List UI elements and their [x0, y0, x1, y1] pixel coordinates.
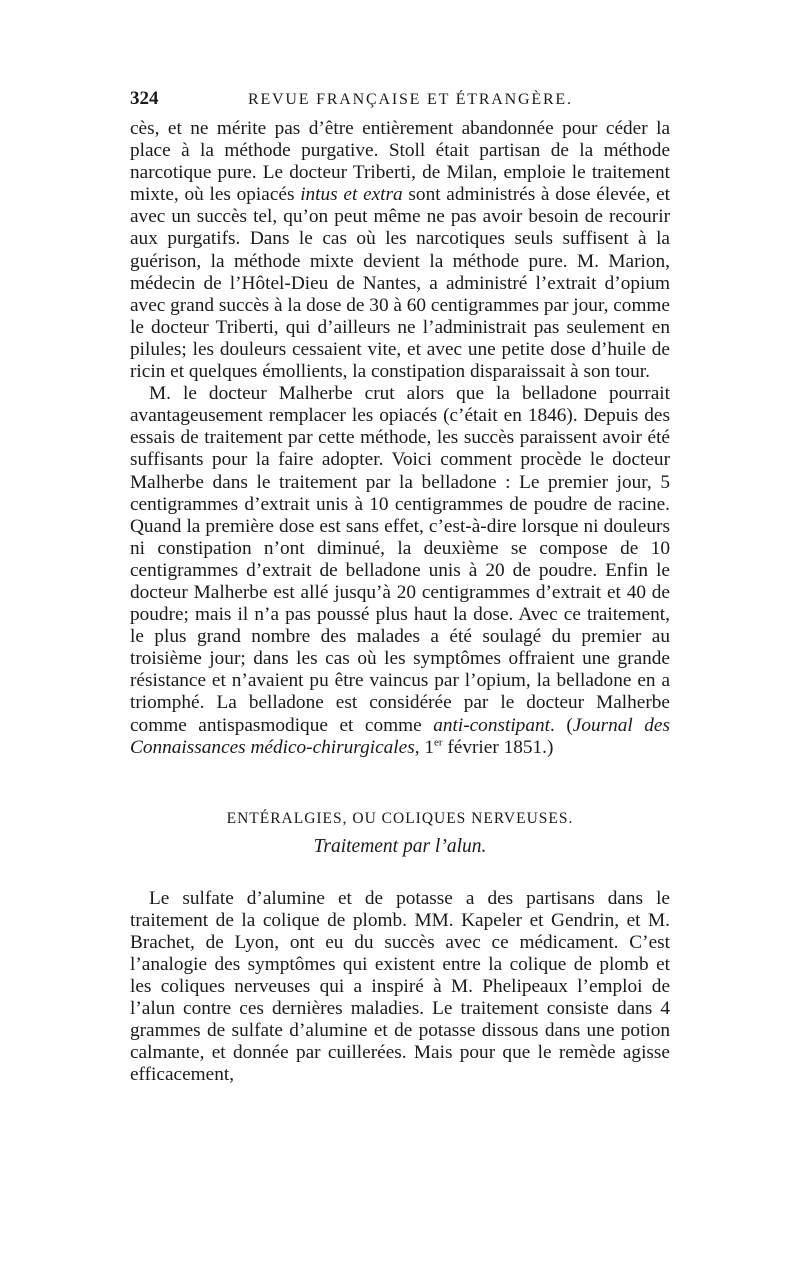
- body-text: [130, 118, 670, 759]
- paragraph-2-text-a: M. le docteur Malherbe crut alors que la belladone pourrait avantageusement remplacer les opiacés (c’était en 1846). Depuis des essais de traitement par cette méthode, les succès paraissent avoir été suffisants pour la faire adopter. Voici comment procède le docteur Malherbe dans le traitement par la belladone : Le premier jour, 5 centigrammes d’extrait unis à 10 centigrammes de poudre de racine. Quand la première dose est sans effet, c’est-à-dire lorsque ni douleurs ni constipation n’ont diminué, la deuxième se compose de 10 centigrammes d’extrait de belladone unis à 20 de poudre. Enfin le docteur Malherbe est allé jusqu’à 20 centigrammes d’extrait et 40 de poudre; mais il n’a pas poussé plus haut la dose. Avec ce traitement, le plus grand nombre des malades a été soulagé du premier au troisième jour; dans les cas où les symptômes offraient une grande résistance et n’avaient pu être vaincus par l’opium, la belladone en a triomphé. La belladone est considérée par le docteur Malherbe comme antispasmodique et comme: [130, 383, 670, 736]
- paragraph-3: Le sulfate d’alumine et de potasse a des partisans dans le traitement de la colique de plomb. MM. Kapeler et Gendrin, et M. Brachet, de Lyon, ont eu du succès avec ce médicament. C’est l’analogie des symptômes qui existent entre la colique de plomb et les coliques nerveuses qui a inspiré à M. Phelipeaux l’emploi de l’alun contre ces dernières maladies. Le traitement consiste dans 4 grammes de sulfate d’alumine et de potasse dissous dans une potion calmante, et donnée par cuillerées. Mais pour que le remède agisse efficacement,: [130, 887, 670, 1086]
- running-title: REVUE FRANÇAISE ET ÉTRANGÈRE.: [248, 91, 573, 108]
- paragraph-2-text-d: février 1851.): [442, 736, 554, 758]
- running-head: [130, 88, 670, 118]
- paragraph-2-italic-term: anti-constipant: [433, 714, 550, 736]
- paragraph-1-text-b: sont administrés à dose élevée, et avec un succès tel, qu’on peut même ne pas avoir besoin de recourir aux purgatifs. Dans le cas où les narcotiques seuls suffisent à la guérison, la méthode mixte devient la méthode pure. M. Marion, médecin de l’Hôtel-Dieu de Nantes, a administré l’extrait d’opium avec grand succès à la dose de 30 à 60 centigrammes par jour, comme le docteur Triberti, qui d’ailleurs ne l’administrait pas seulement en pilules; les douleurs cessaient vite, et avec une petite dose d’huile de ricin et quelques émollients, la constipation disparaissait à son tour.: [130, 184, 670, 383]
- paragraph-1-italic-latin: intus et extra: [300, 184, 403, 206]
- section-subheading: Traitement par l’alun.: [313, 835, 487, 857]
- paragraph-1-text-a: cès, et ne mérite pas d’être entièrement abandonnée pour céder la place à la méthode purgative. Stoll était partisan de la méthode narcotique pure. Le docteur Triberti, de Milan, emploie le traitement mixte, où les opiacés: [130, 118, 670, 206]
- page-number: 324: [130, 88, 159, 109]
- paragraph-2-text-c: , 1: [414, 736, 434, 758]
- paragraph-2-journal-title: Journal des Connaissances médico-chirurgicales: [130, 714, 670, 758]
- paragraph-2: [130, 383, 670, 759]
- section-heading: ENTÉRALGIES, OU COLIQUES NERVEUSES.: [226, 809, 574, 827]
- book-page: [130, 88, 670, 1087]
- paragraph-1: [130, 118, 670, 383]
- paragraph-2-superscript: er: [434, 736, 443, 749]
- section-body-text: [130, 888, 670, 1087]
- paragraph-2-text-b: . (: [549, 714, 573, 736]
